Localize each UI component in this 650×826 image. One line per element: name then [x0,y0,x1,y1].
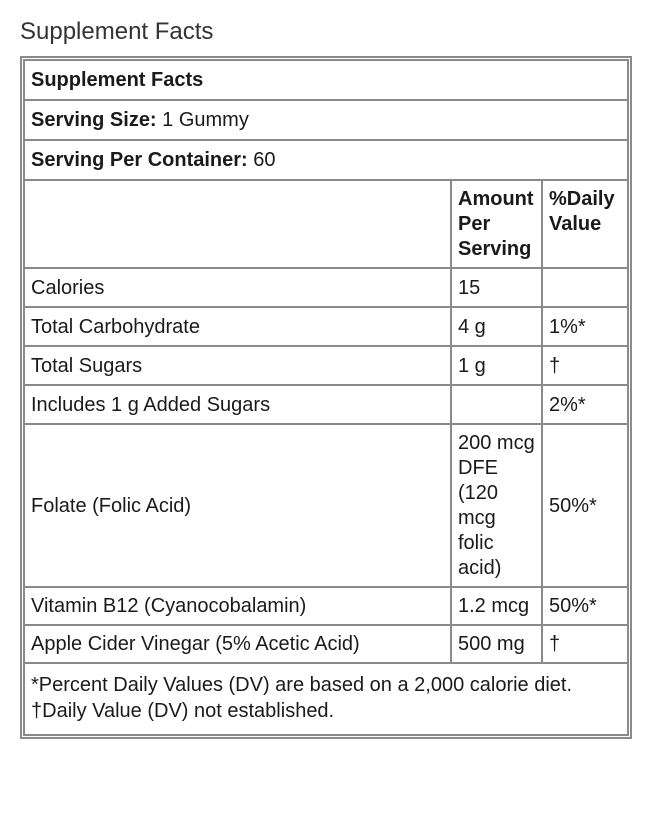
serving-size-cell [24,100,628,140]
nutrient-name: Apple Cider Vinegar (5% Acetic Acid) [24,625,451,663]
table-row [24,268,628,307]
nutrient-name: Calories [24,268,451,307]
servings-per-container-label: Serving Per Container: [31,149,248,171]
servings-per-container-cell [24,140,628,180]
nutrient-daily-value: 2%* [542,385,628,424]
nutrient-amount: 200 mcg DFE (120 mcg folic acid) [451,424,542,587]
nutrient-name: Total Sugars [24,346,451,385]
nutrient-name: Total Carbohydrate [24,307,451,346]
table-title: Supplement Facts [24,60,628,100]
table-row [24,424,628,587]
nutrient-name: Folate (Folic Acid) [24,424,451,587]
nutrient-daily-value: 50%* [542,587,628,625]
servings-per-container-value: 60 [247,149,276,171]
nutrient-amount: 15 [451,268,542,307]
serving-size-value: 1 Gummy [156,109,249,131]
servings-per-container-row [24,140,628,180]
nutrient-amount: 4 g [451,307,542,346]
page-title: Supplement Facts [20,18,214,45]
serving-size-label: Serving Size: [31,109,157,131]
footnote-row [24,663,628,735]
nutrient-amount: 500 mg [451,625,542,663]
supplement-facts-table [23,59,629,736]
supplement-facts-panel [20,56,632,739]
nutrient-daily-value: 50%* [542,424,628,587]
footnote-not-established: †Daily Value (DV) not established. [31,700,335,722]
column-header-row [24,180,628,268]
amount-column-header: Amount Per Serving [451,180,542,268]
nutrient-name: Vitamin B12 (Cyanocobalamin) [24,587,451,625]
footnote-cell [24,663,628,735]
table-row [24,385,628,424]
table-row [24,625,628,663]
nutrient-name: Includes 1 g Added Sugars [24,385,451,424]
nutrient-amount [451,385,542,424]
nutrient-amount: 1 g [451,346,542,385]
nutrient-column-header [24,180,451,268]
table-row [24,346,628,385]
footnote-daily-values: *Percent Daily Values (DV) are based on a 2,000 calorie diet. [31,674,573,696]
table-title-row [24,60,628,100]
table-row [24,587,628,625]
nutrient-daily-value: 1%* [542,307,628,346]
daily-value-column-header: %Daily Value [542,180,628,268]
nutrient-daily-value [542,268,628,307]
nutrient-daily-value: † [542,625,628,663]
serving-size-row [24,100,628,140]
nutrient-daily-value: † [542,346,628,385]
nutrient-amount: 1.2 mcg [451,587,542,625]
table-row [24,307,628,346]
